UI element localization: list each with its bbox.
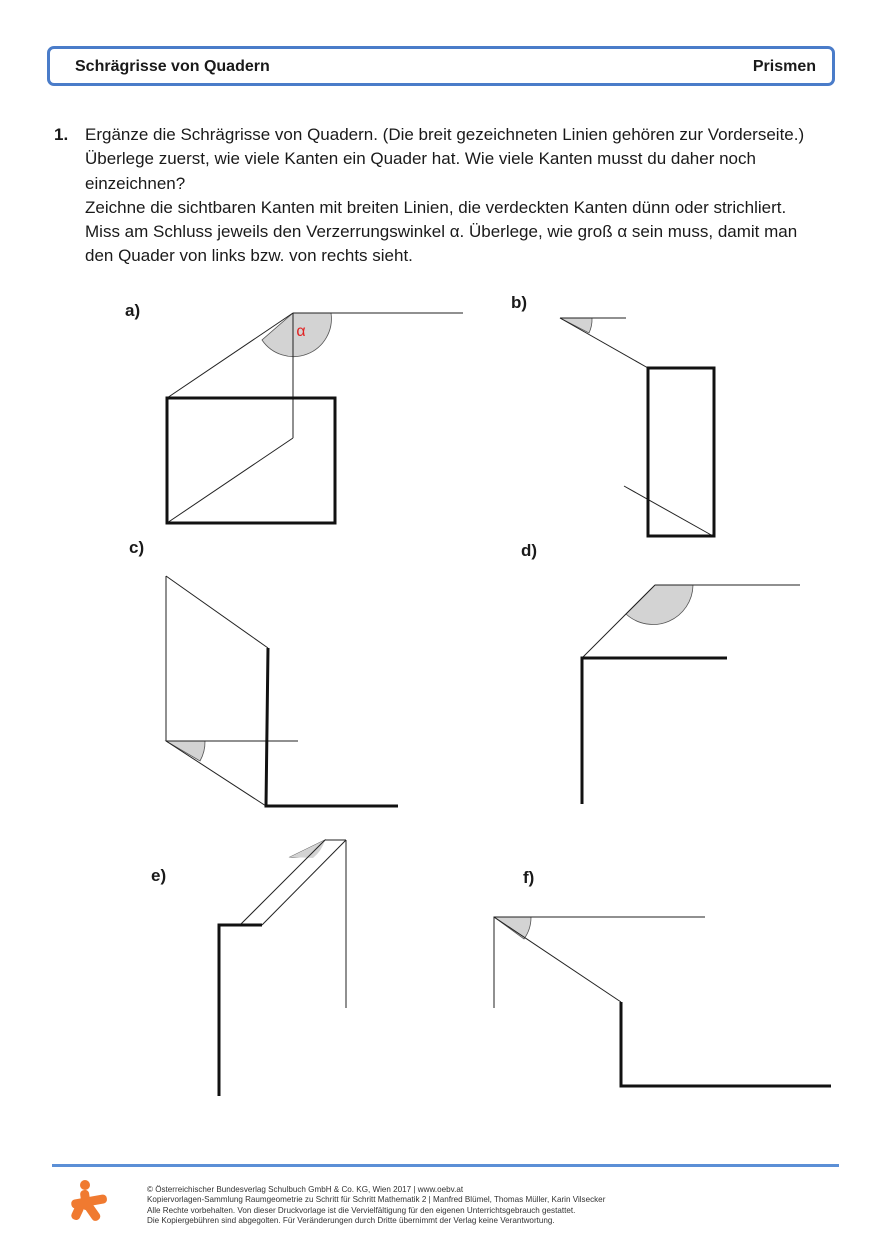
angle-arc-d [626, 585, 693, 624]
figure-label-e: e) [151, 866, 167, 885]
alpha-symbol: α [296, 323, 306, 340]
instruction-line: Zeichne die sichtbaren Kanten mit breiten Linien, die verdeckten Kanten dünn oder strichliert. [85, 197, 787, 217]
figure-a [167, 313, 463, 523]
instruction-line: Miss am Schluss jeweils den Verzerrungswinkel α. Überlege, wie groß α sein muss, damit man [85, 222, 798, 242]
instruction-line: Überlege zuerst, wie viele Kanten ein Quader hat. Wie viele Kanten musst du daher noch [85, 149, 756, 169]
receding-edge [494, 917, 621, 1002]
figure-e [219, 840, 346, 1096]
footer-line-4: Die Kopiergebühren sind abgegolten. Für Veränderungen durch Dritte übernimmt der Verlag keine Verantwortung. [147, 1216, 555, 1226]
publisher-logo-icon [68, 1180, 112, 1222]
instruction-line: Ergänze die Schrägrisse von Quadern. (Die breit gezeichneten Linien gehören zur Vorderseite.) [85, 125, 805, 144]
hidden-edge [167, 438, 293, 523]
front-face [648, 368, 714, 536]
receding-edge [560, 318, 648, 368]
receding-edge [624, 486, 713, 536]
receding-edge [166, 741, 266, 806]
front-edges [266, 648, 398, 806]
figure-label-d: d) [521, 541, 538, 560]
figure-c [166, 576, 398, 806]
receding-edge [167, 313, 293, 398]
receding-edge [240, 840, 325, 925]
receding-edge [166, 576, 268, 648]
footer-rule [52, 1164, 839, 1167]
front-edges [621, 1002, 831, 1086]
angle-arc-c [166, 741, 205, 761]
figure-d [582, 585, 800, 804]
footer-line-1: © Österreichischer Bundesverlag Schulbuch GmbH & Co. KG, Wien 2017 | www.oebv.at [147, 1185, 464, 1194]
front-edges [582, 658, 727, 804]
instruction-line: den Quader von links bzw. von rechts sieht. [85, 246, 413, 266]
task-number: 1. [54, 125, 69, 144]
figure-f [494, 917, 831, 1086]
footer-line-3: Alle Rechte vorbehalten. Von dieser Druckvorlage ist die Vervielfältigung für den eigenen Unterrichtsgebrauch gestattet. [147, 1205, 576, 1215]
figure-label-b: b) [511, 293, 528, 312]
worksheet-title: Schrägrisse von Quadern [75, 58, 270, 75]
front-edges [219, 925, 262, 1096]
figure-b [560, 318, 714, 536]
figure-label-a: a) [125, 301, 141, 320]
front-face [167, 398, 335, 523]
figure-label-c: c) [129, 538, 145, 557]
figure-label-f: f) [523, 868, 535, 887]
footer-line-2: Kopiervorlagen-Sammlung Raumgeometrie zu Schritt für Schritt Mathematik 2 | Manfred Blümel, Thomas Müller, Karin Vilsecker [147, 1195, 606, 1205]
instruction-line: einzeichnen? [85, 173, 186, 193]
topic-label: Prismen [752, 58, 816, 75]
copyright-notice [147, 1185, 605, 1227]
